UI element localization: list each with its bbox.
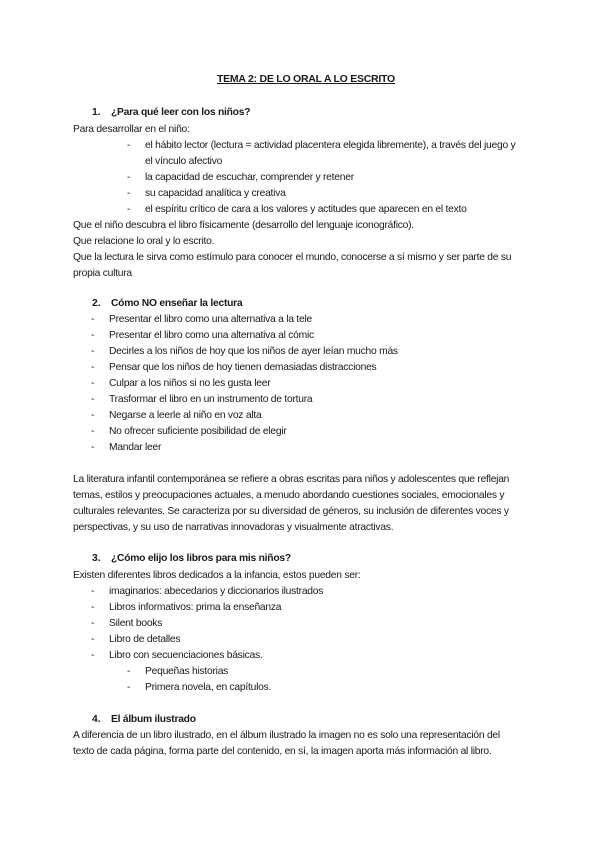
bullet-dash: - bbox=[91, 634, 95, 645]
section-3-number: 3. bbox=[92, 553, 101, 564]
list-item: Trasformar el libro en un instrumento de tortura bbox=[109, 394, 313, 405]
section-2-number: 2. bbox=[92, 298, 101, 309]
page-title: TEMA 2: DE LO ORAL A LO ESCRITO bbox=[217, 73, 395, 85]
bullet-dash: - bbox=[91, 426, 95, 437]
section-4-heading: El álbum ilustrado bbox=[111, 714, 196, 725]
paragraph-line: propia cultura bbox=[73, 268, 132, 279]
bullet-dash: - bbox=[127, 188, 131, 199]
sub-list-item: Primera novela, en capítulos. bbox=[145, 682, 272, 693]
bullet-dash: - bbox=[91, 650, 95, 661]
list-item: Decirles a los niños de hoy que los niños de ayer leían mucho más bbox=[109, 346, 398, 357]
list-item: su capacidad analítica y creativa bbox=[145, 188, 286, 199]
paragraph-line: culturales relevantes. Se caracteriza por su diversidad de géneros, su inclusión de diferentes voces y bbox=[73, 506, 509, 517]
list-item: el espíritu crítico de cara a los valores y actitudes que aparecen en el texto bbox=[145, 204, 467, 215]
section-1-intro: Para desarrollar en el niño: bbox=[73, 124, 190, 135]
section-3-intro: Existen diferentes libros dedicados a la infancia, estos pueden ser: bbox=[73, 570, 361, 581]
list-item: Presentar el libro como una alternativa al cómic bbox=[109, 330, 314, 341]
paragraph-line: A diferencia de un libro ilustrado, en el álbum ilustrado la imagen no es solo una representación del bbox=[73, 730, 500, 741]
list-item: Culpar a los niños si no les gusta leer bbox=[109, 378, 271, 389]
list-item: Libro con secuenciaciones básicas. bbox=[109, 650, 263, 661]
list-item: Mandar leer bbox=[109, 442, 162, 453]
list-item: Presentar el libro como una alternativa a la tele bbox=[109, 314, 312, 325]
bullet-dash: - bbox=[91, 602, 95, 613]
section-2-heading: Cómo NO enseñar la lectura bbox=[111, 298, 243, 309]
list-item: No ofrecer suficiente posibilidad de elegir bbox=[109, 426, 287, 437]
list-item: el hábito lector (lectura = actividad placentera elegida libremente), a través del juego y bbox=[145, 140, 516, 151]
list-item-continuation: el vínculo afectivo bbox=[145, 156, 223, 167]
paragraph-line: perspectivas, y su uso de narrativas innovadoras y visualmente atractivas. bbox=[73, 522, 394, 533]
paragraph-line: temas, estilos y preocupaciones actuales, a menudo abordando cuestiones sociales, emocionales y bbox=[73, 490, 505, 501]
list-item: Libro de detalles bbox=[109, 634, 181, 645]
section-4-number: 4. bbox=[92, 714, 101, 725]
bullet-dash: - bbox=[91, 362, 95, 373]
paragraph-line: texto de cada página, forma parte del contenido, en sí, la imagen aporta más información al libro. bbox=[73, 746, 492, 757]
list-item: imaginarios: abecedarios y diccionarios ilustrados bbox=[109, 586, 324, 597]
section-3-heading: ¿Cómo elijo los libros para mis niños? bbox=[111, 553, 291, 564]
paragraph-line: Que el niño descubra el libro físicamente (desarrollo del lenguaje iconográfico). bbox=[73, 220, 414, 231]
paragraph-line: Que relacione lo oral y lo escrito. bbox=[73, 236, 215, 247]
bullet-dash: - bbox=[91, 314, 95, 325]
bullet-dash: - bbox=[91, 330, 95, 341]
bullet-dash: - bbox=[91, 378, 95, 389]
bullet-dash: - bbox=[91, 442, 95, 453]
sub-list-item: Pequeñas historias bbox=[145, 666, 229, 677]
list-item: Pensar que los niños de hoy tienen demasiadas distracciones bbox=[109, 362, 377, 373]
bullet-dash: - bbox=[127, 172, 131, 183]
bullet-dash: - bbox=[91, 394, 95, 405]
bullet-dash: - bbox=[91, 586, 95, 597]
list-item: Libros informativos: prima la enseñanza bbox=[109, 602, 282, 613]
bullet-dash: - bbox=[127, 204, 131, 215]
list-item: Silent books bbox=[109, 618, 163, 629]
bullet-dash: - bbox=[91, 410, 95, 421]
bullet-dash: - bbox=[127, 140, 131, 151]
section-1-number: 1. bbox=[92, 107, 101, 118]
paragraph-line: Que la lectura le sirva como estímulo para conocer el mundo, conocerse a sí mismo y ser parte de su bbox=[73, 252, 512, 263]
sub-bullet-dash: - bbox=[127, 682, 131, 693]
bullet-dash: - bbox=[91, 346, 95, 357]
paragraph-line: La literatura infantil contemporánea se refiere a obras escritas para niños y adolescentes que reflejan bbox=[73, 474, 510, 485]
list-item: Negarse a leerle al niño en voz alta bbox=[109, 410, 262, 421]
sub-bullet-dash: - bbox=[127, 666, 131, 677]
section-1-heading: ¿Para qué leer con los niños? bbox=[111, 107, 251, 118]
list-item: la capacidad de escuchar, comprender y retener bbox=[145, 172, 354, 183]
bullet-dash: - bbox=[91, 618, 95, 629]
